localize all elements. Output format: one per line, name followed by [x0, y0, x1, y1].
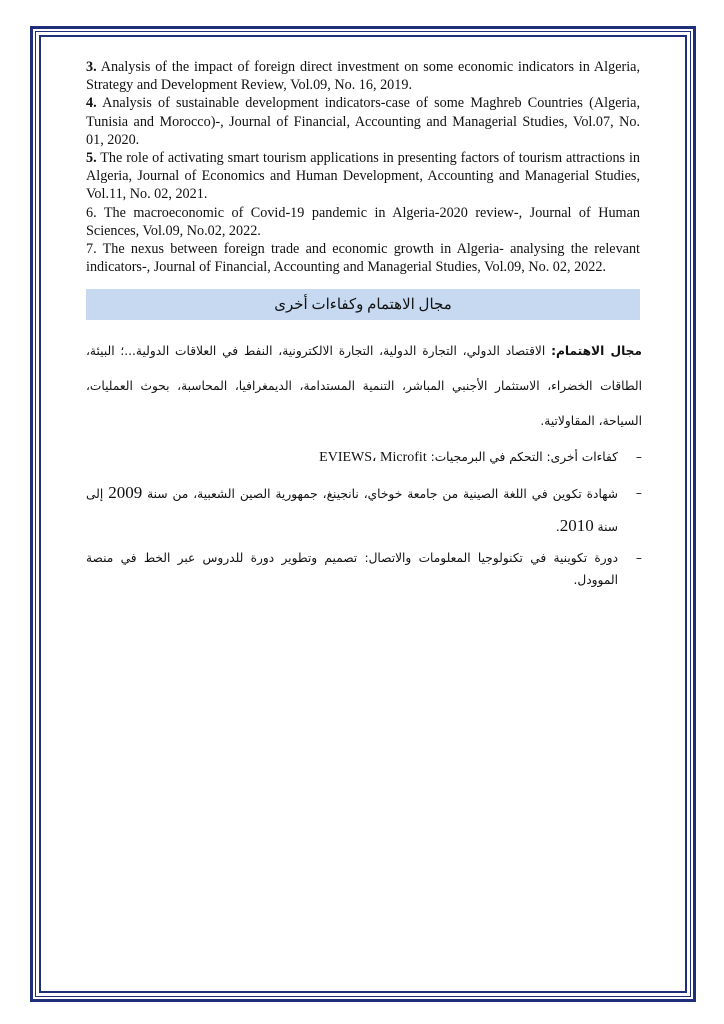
competency-prefix: كفاءات أخرى: التحكم في البرمجيات:	[426, 450, 618, 464]
interest-label: مجال الاهتمام:	[551, 344, 642, 358]
reference-item	[86, 58, 640, 94]
interest-text: الاقتصاد الدولي، التجارة الدولية، التجارة الالكترونية، النفط في العلاقات الدولية...؛ البيئة، الطاقات الخضراء، الاستثمار الأجنبي المباشر، التنمية المستدامة، الديمغرافيا، المحاسبة، بحوث العمليات، السياحة، المقاولاتية.	[86, 344, 642, 428]
reference-number: 5.	[86, 150, 97, 167]
reference-number: 3.	[86, 59, 97, 75]
interest-paragraph	[86, 334, 642, 439]
sentence-end: .	[555, 520, 560, 534]
reference-number: 6.	[86, 204, 97, 221]
reference-number: 7.	[86, 241, 97, 258]
list-item	[86, 547, 642, 591]
software-names: EVIEWS، Microfit	[319, 450, 427, 465]
chinese-training-text: شهادة تكوين في اللغة الصينية من جامعة خوخاي، نانجينغ، جمهورية الصين الشعبية، من سنة	[142, 487, 618, 501]
list-item	[86, 477, 642, 543]
dash-bullet: –	[635, 486, 642, 500]
reference-text: The nexus between foreign trade and economic growth in Algeria- analysing the relevant indicators-, Journal of Financial, Accounting and Managerial Studies, Vol.09, No. 02, 2022.	[86, 241, 640, 276]
dash-bullet: –	[635, 551, 642, 565]
reference-text: Analysis of the impact of foreign direct investment on some economic indicators in Algeria, Strategy and Development Review, Vol.09, No. 16, 2019.	[86, 59, 640, 94]
reference-text: The macroeconomic of Covid-19 pandemic in Algeria-2020 review-, Journal of Human Sciences, Vol.09, No.02, 2022.	[86, 204, 640, 239]
section-title: مجال الاهتمام وكفاءات أخرى	[274, 297, 452, 313]
reference-item	[86, 149, 640, 204]
references-list	[86, 58, 640, 276]
reference-item	[86, 240, 640, 276]
list-item	[86, 446, 642, 469]
competencies-list	[86, 446, 642, 591]
ict-training-text: دورة تكوينية في تكنولوجيا المعلومات والاتصال: تصميم وتطوير دورة للدروس عبر الخط في منصة الموودل.	[86, 551, 618, 587]
section-header	[86, 289, 640, 320]
end-year: 2010	[559, 516, 594, 535]
chinese-training-text-2: إلى سنة	[86, 487, 618, 534]
reference-item	[86, 94, 640, 149]
reference-text: The role of activating smart tourism applications in presenting factors of tourism attractions in Algeria, Journal of Economics and Human Development, Accounting and Managerial Studies, Vol.11, No. 02, 2021.	[86, 150, 640, 203]
dash-bullet: –	[635, 450, 642, 464]
start-year: 2009	[108, 483, 143, 502]
reference-number: 4.	[86, 95, 97, 112]
reference-text: Analysis of sustainable development indicators-case of some Maghreb Countries (Algeria, Tunisia and Morocco)-, Journal of Financial, Accounting and Managerial Studies, Vol.07, No. 01, 2020.	[86, 95, 640, 148]
reference-item	[86, 204, 640, 240]
